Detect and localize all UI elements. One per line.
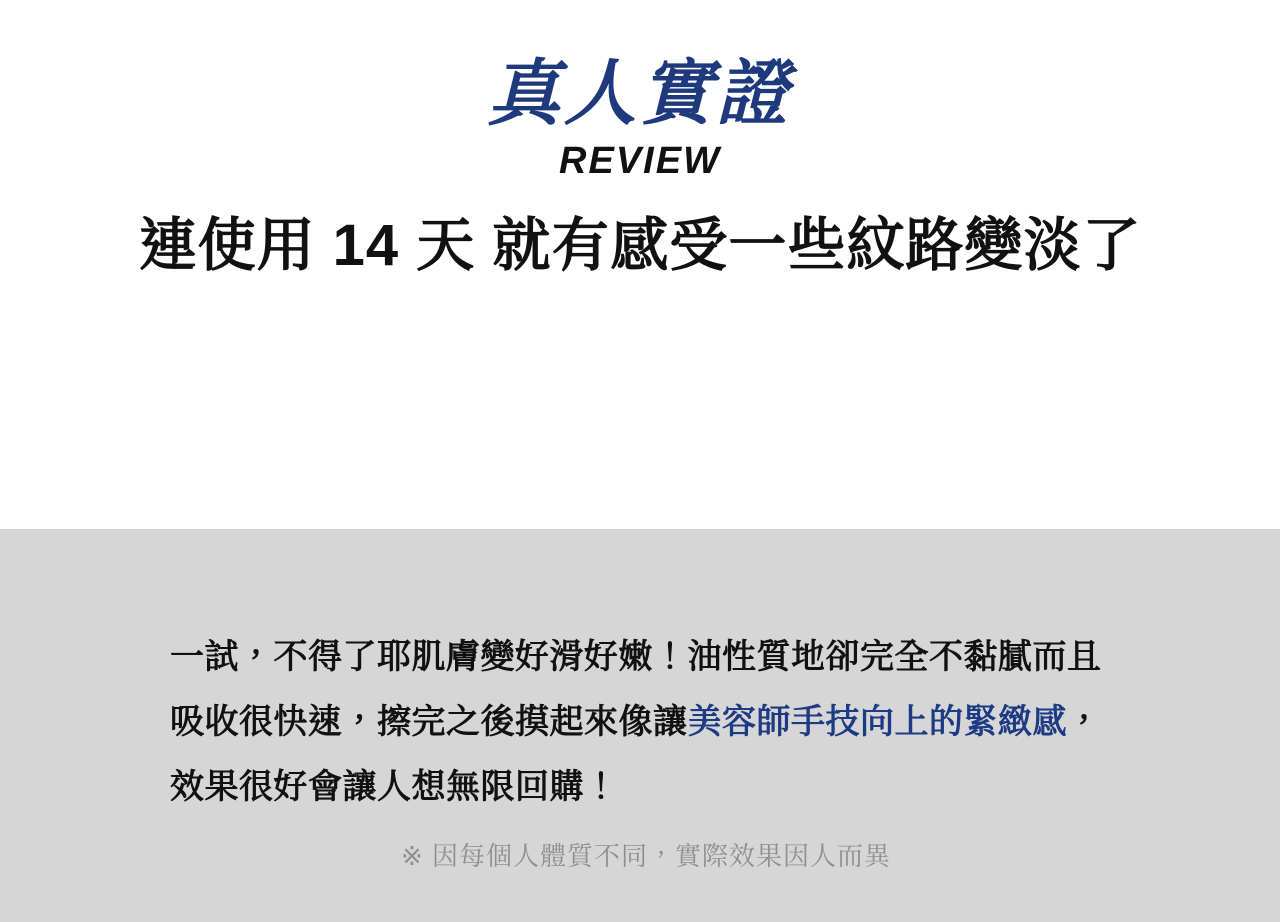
testimonial-text-before: 一試，不得了耶肌膚變好滑好嫩！油性質地卻完全不黏膩而且吸收很快速，擦完之後摸起來像讓	[170, 638, 1102, 741]
testimonial-text-after: ，效果很好會讓人想無限回購！	[170, 703, 1102, 806]
testimonial-paragraph	[170, 625, 1122, 820]
headline-text: 連使用 14 天 就有感受一些紋路變淡了	[138, 212, 1142, 278]
testimonial-panel	[0, 529, 1280, 922]
disclaimer-note: ※ 因每個人體質不同，實際效果因人而異	[400, 841, 891, 871]
section-title-zh: 真人實證	[487, 54, 792, 134]
testimonial-highlight-phrase: 美容師手技向上的緊緻感	[687, 703, 1067, 741]
section-title-en: REVIEW	[559, 139, 721, 182]
